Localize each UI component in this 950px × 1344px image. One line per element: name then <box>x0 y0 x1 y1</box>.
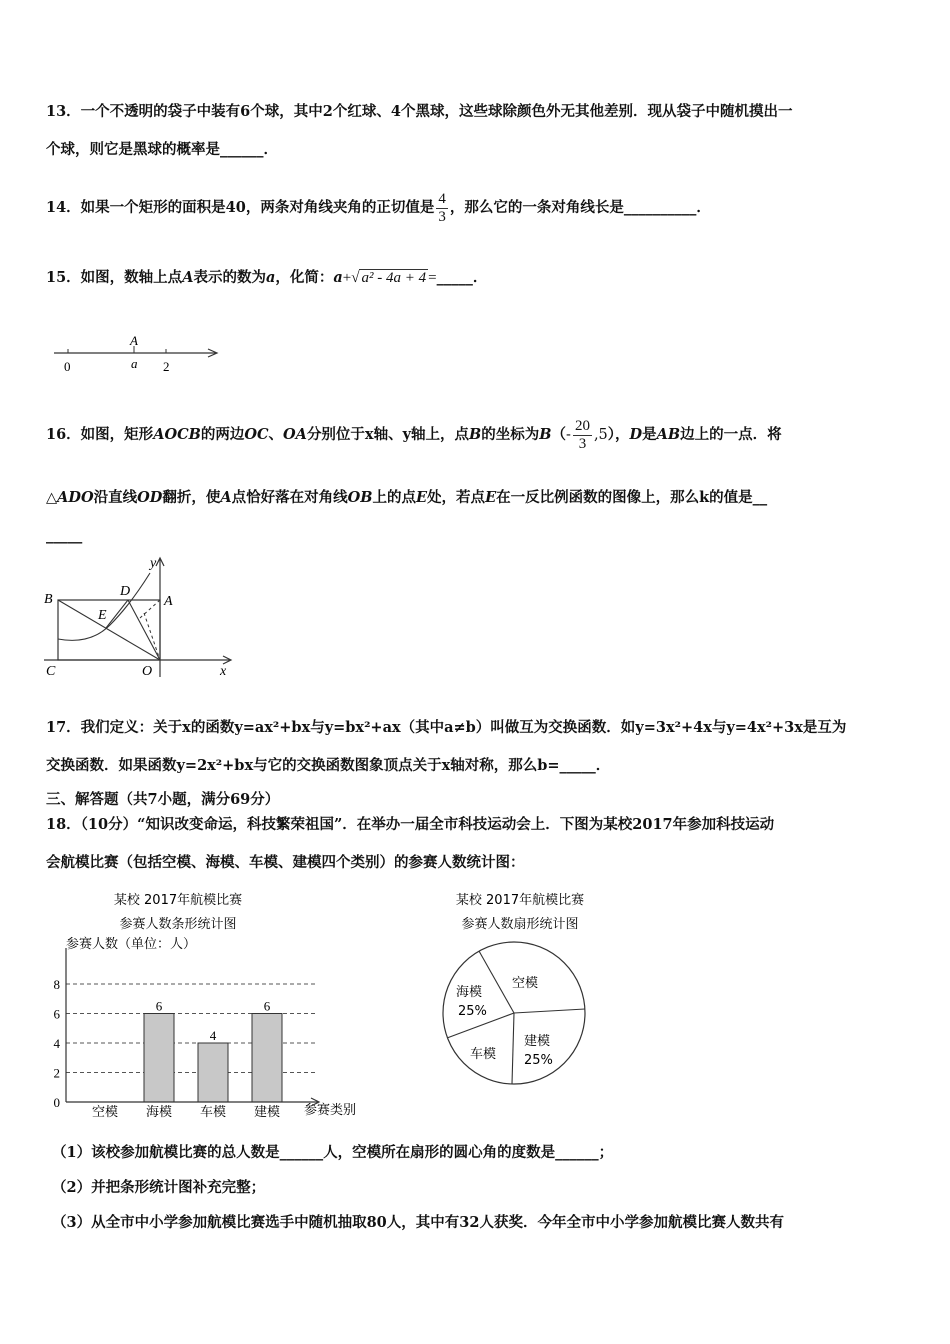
pie-divider-2 <box>514 1009 585 1013</box>
pie-chart-subtitle: 参赛人数扇形统计图 <box>461 917 579 932</box>
pie-slice-label-jianmo: 建模 <box>524 1034 551 1049</box>
bar-chart-ylabel: 参赛人数（单位：人） <box>66 937 197 952</box>
q16-line2: △ADO沿直线OD翻折，使A点恰好落在对角线OB上的点E处，若点E在一反比例函数的图像上，那么k的值是__ <box>46 489 768 506</box>
y-tick-label-4: 4 <box>53 1036 60 1051</box>
label-0: 0 <box>64 359 71 374</box>
q18-part2: （2）并把条形统计图补充完整； <box>52 1179 266 1196</box>
q15-sqrt-expression: +√ a² - 4a + 4 = <box>342 270 437 286</box>
pie-slice-value-jianmo: 25% <box>524 1053 553 1068</box>
number-line-figure <box>50 330 230 378</box>
pie-divider-3 <box>512 1013 514 1084</box>
label-E: E <box>98 608 107 623</box>
bar-1 <box>144 1014 174 1103</box>
category-label-0: 空模 <box>91 1105 119 1120</box>
q13-line1: 13．一个不透明的袋子中装有6个球，其中2个红球、4个黑球，这些球除颜色外无其他差别．现从袋子中随机摸出一 <box>46 103 793 120</box>
q14-after: ，那么它的一条对角线长是__________． <box>449 199 711 216</box>
bar-value-label-3: 6 <box>263 998 271 1014</box>
pie-slice-value-haimo: 25% <box>458 1004 487 1019</box>
q18-part1: （1）该校参加航模比赛的总人数是______人，空模所在扇形的圆心角的度数是______； <box>52 1144 614 1161</box>
rectangle-figure <box>40 553 240 683</box>
label-A-rect: A <box>164 594 173 609</box>
label-a: a <box>131 356 138 371</box>
bar-2 <box>198 1043 228 1102</box>
category-label-2: 车模 <box>199 1105 227 1120</box>
q13-line2: 个球，则它是黑球的概率是______． <box>46 141 278 158</box>
bar-chart <box>40 888 380 1124</box>
q17-line2: 交换函数．如果函数y=2x²+bx与它的交换函数图象顶点关于x轴对称，那么b=_____． <box>46 757 611 774</box>
label-2: 2 <box>163 359 170 374</box>
q18-part3: （3）从全市中小学参加航模比赛选手中随机抽取80人，其中有32人获奖．今年全市中小学参加航模比赛人数共有 <box>52 1214 784 1231</box>
y-tick-label-8: 8 <box>53 977 60 992</box>
q14 <box>46 188 711 228</box>
segment-AD-dashed <box>140 600 160 618</box>
pie-slice-label-haimo: 海模 <box>456 985 483 1000</box>
bar-chart-categories <box>92 1104 280 1120</box>
segment-dashed <box>144 613 160 660</box>
label-A: A <box>130 333 138 348</box>
pie-slice-label-kongmo: 空模 <box>512 976 539 991</box>
label-C: C <box>46 664 56 679</box>
label-B: B <box>44 592 53 607</box>
bar-chart-title: 某校 2017年航模比赛 <box>113 893 243 908</box>
hyperbola-curve <box>58 573 150 640</box>
label-D: D <box>120 584 131 599</box>
category-label-3: 建模 <box>253 1105 281 1120</box>
y-tick-label-0: 0 <box>53 1095 60 1110</box>
label-x: x <box>220 664 227 679</box>
y-tick-label-2: 2 <box>53 1065 60 1081</box>
segment-DE <box>106 600 128 628</box>
q14-before: 14．如果一个矩形的面积是40，两条对角线夹角的正切值是 <box>46 199 435 216</box>
bar-value-label-2: 4 <box>209 1028 217 1043</box>
bar-chart-bars <box>144 1014 282 1103</box>
bar-3 <box>252 1014 282 1103</box>
q14-fraction: $\frac{4}{3}$ <box>438 190 446 225</box>
q18-line1: 18．（10分）“知识改变命运，科技繁荣祖国”．在举办一届全市科技运动会上．下图为某校2017年参加科技运动 <box>46 816 775 833</box>
q18-line2: 会航模比赛（包括空模、海模、车模、建模四个类别）的参赛人数统计图： <box>46 854 525 871</box>
category-label-1: 海模 <box>145 1105 173 1120</box>
bar-chart-xlabel: 参赛类别 <box>304 1103 357 1118</box>
label-y: y <box>150 556 157 571</box>
bar-value-label-1: 6 <box>155 998 163 1014</box>
q15: 15．如图，数轴上点A表示的数为a，化简：a+√ a² - 4a + 4 =_____． <box>46 269 488 286</box>
bar-chart-y-ticks <box>54 977 61 1110</box>
pie-slice-label-chemo: 车模 <box>470 1047 497 1062</box>
diagonal-OB <box>58 600 160 660</box>
y-tick-label-6: 6 <box>53 1006 60 1022</box>
q16-line1: 16．如图，矩形AOCB的两边OC、OA分别位于x轴、y轴上，点B的坐标为B（- $\frac{20}{3}$ ,5），D是AB边上的一点．将 <box>46 417 782 452</box>
pie-chart-title: 某校 2017年航模比赛 <box>455 893 585 908</box>
bar-chart-subtitle: 参赛人数条形统计图 <box>119 917 237 932</box>
q16-line3: _____ <box>46 527 83 544</box>
q16-fraction: $\frac{20}{3}$ <box>574 417 590 452</box>
q17-line1: 17．我们定义：关于x的函数y=ax²+bx与y=bx²+ax（其中a≠b）叫做互为交换函数．如y=3x²+4x与y=4x²+3x是互为 <box>46 719 847 736</box>
pie-chart <box>420 888 620 1093</box>
section-header: 三、解答题（共7小题，满分69分） <box>46 791 280 808</box>
label-O: O <box>142 664 153 679</box>
